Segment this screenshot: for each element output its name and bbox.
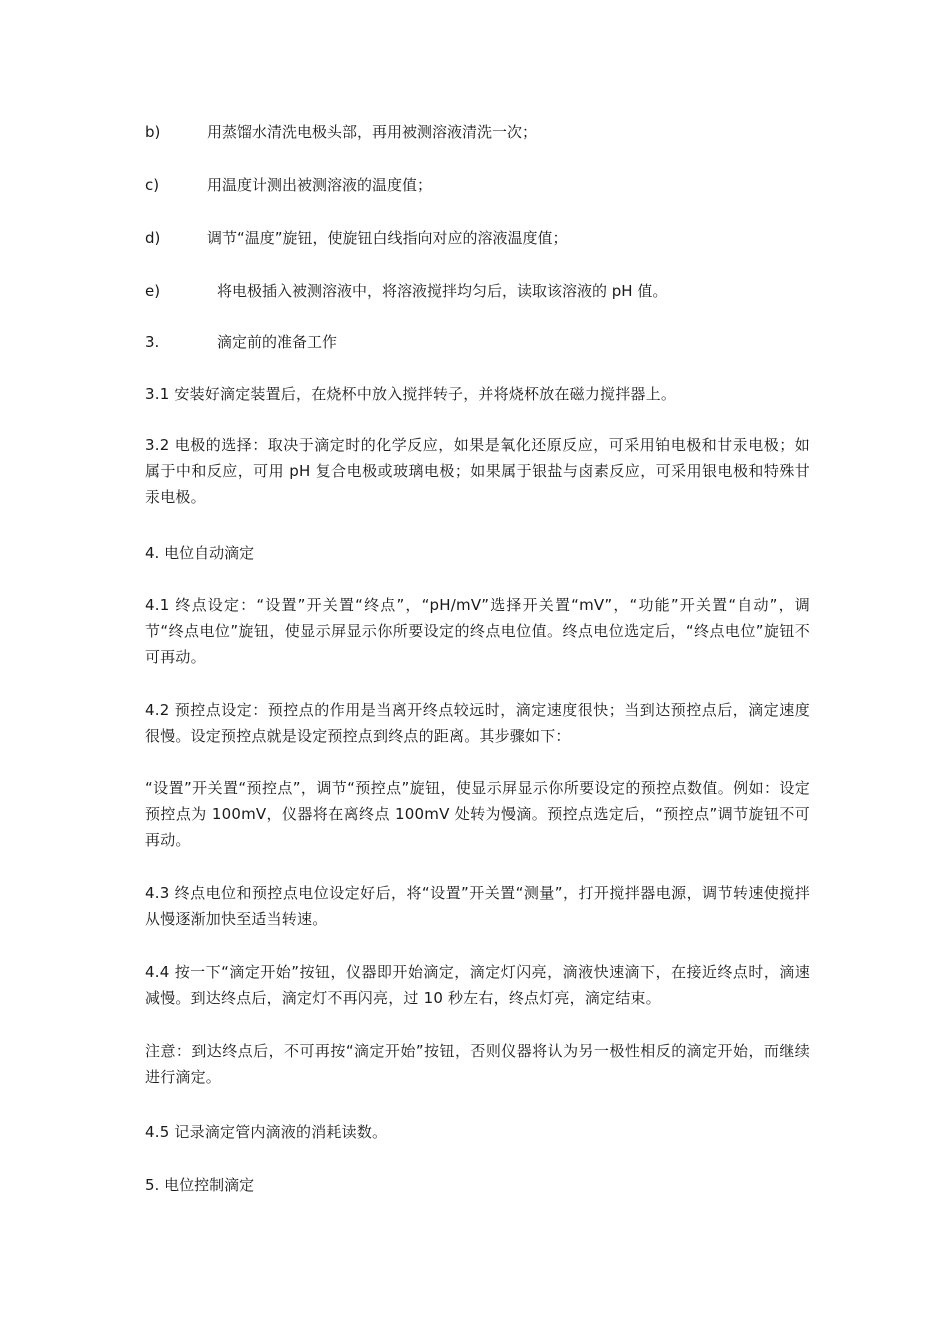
step-label: d): [145, 229, 161, 247]
paragraph-4-5: 4.5 记录滴定管内滴液的消耗读数。: [145, 1123, 388, 1141]
step-text: 调节“温度”旋钮，使旋钮白线指向对应的溶液温度值；: [207, 229, 568, 247]
step-c: [145, 175, 432, 195]
step-label: c): [145, 176, 160, 194]
section-number: 3.: [145, 333, 160, 351]
step-d: [145, 228, 568, 248]
section-5-heading: 5. 电位控制滴定: [145, 1176, 255, 1194]
step-text: 将电极插入被测溶液中，将溶液搅拌均匀后，读取该溶液的 pH 值。: [217, 282, 668, 300]
step-label: b): [145, 123, 161, 141]
step-e: [145, 281, 667, 301]
note-paragraph: 注意：到达终点后，不可再按“滴定开始”按钮，否则仪器将认为另一极性相反的滴定开始，而继续进行滴定。: [145, 1042, 810, 1086]
step-text: 用温度计测出被测溶液的温度值；: [207, 176, 433, 194]
section-title: 滴定前的准备工作: [217, 333, 338, 351]
paragraph-4-2-steps: “设置”开关置“预控点”，调节“预控点”旋钮，使显示屏显示你所要设定的预控点数值。例如：设定预控点为 100mV，仪器将在离终点 100mV 处转为慢滴。预控点选定后，“预控点”调节旋钮不可再动。: [145, 779, 810, 849]
section-3-heading: [145, 332, 337, 352]
step-b: [145, 122, 537, 142]
section-4-heading: 4. 电位自动滴定: [145, 544, 255, 562]
paragraph-4-4: 4.4 按一下“滴定开始”按钮，仪器即开始滴定，滴定灯闪亮，滴液快速滴下，在接近终点时，滴速减慢。到达终点后，滴定灯不再闪亮，过 10 秒左右，终点灯亮，滴定结束。: [145, 963, 810, 1007]
paragraph-3-2: 3.2 电极的选择：取决于滴定时的化学反应，如果是氧化还原反应，可采用铂电极和甘汞电极；如属于中和反应，可用 pH 复合电极或玻璃电极；如果属于银盐与卤素反应，可采用银电极和特殊甘汞电极。: [145, 436, 810, 506]
paragraph-4-3: 4.3 终点电位和预控点电位设定好后，将“设置”开关置“测量”，打开搅拌器电源，调节转速使搅拌从慢逐渐加快至适当转速。: [145, 884, 810, 928]
step-label: e): [145, 282, 161, 300]
paragraph-4-1: 4.1 终点设定：“设置”开关置“终点”，“pH/mV”选择开关置“mV”，“功能”开关置“自动”，调节“终点电位”旋钮，使显示屏显示你所要设定的终点电位值。终点电位选定后，“终点电位”旋钮不可再动。: [145, 596, 810, 666]
step-text: 用蒸馏水清洗电极头部，再用被测溶液清洗一次；: [207, 123, 538, 141]
paragraph-3-1: 3.1 安装好滴定装置后，在烧杯中放入搅拌转子，并将烧杯放在磁力搅拌器上。: [145, 385, 677, 403]
paragraph-4-2: 4.2 预控点设定：预控点的作用是当离开终点较远时，滴定速度很快；当到达预控点后，滴定速度很慢。设定预控点就是设定预控点到终点的距离。其步骤如下：: [145, 701, 810, 745]
